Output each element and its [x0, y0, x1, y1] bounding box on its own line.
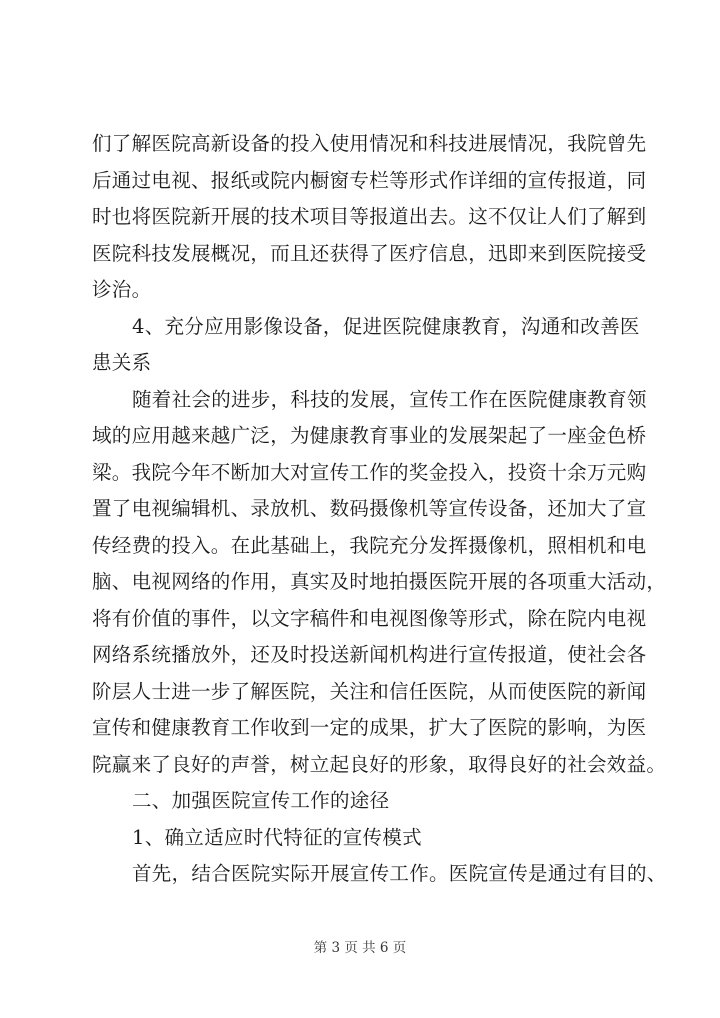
text-line: 随着社会的进步，科技的发展，宣传工作在医院健康教育领 — [132, 387, 647, 411]
subsection-heading: 1、确立适应时代特征的宣传模式 — [132, 825, 422, 849]
section-heading: 二、加强医院宣传工作的途径 — [132, 789, 390, 812]
text-line: 域的应用越来越广泛，为健康教育事业的发展架起了一座金色桥 — [92, 424, 647, 447]
text-line: 梁。我院今年不断加大对宣传工作的奖金投入，投资十余万元购 — [92, 460, 647, 484]
body-text — [92, 126, 667, 893]
text-line: 传经费的投入。在此基础上，我院充分发挥摄像机，照相机和电 — [92, 533, 647, 557]
section-heading-line: 患关系 — [92, 351, 152, 374]
text-line: 医院科技发展概况，而且还获得了医疗信息，迅即来到医院接受 — [92, 241, 647, 265]
text-line: 将有价值的事件，以文字稿件和电视图像等形式，除在院内电视 — [92, 606, 647, 630]
text-line: 诊治。 — [92, 278, 152, 301]
text-line: 们了解医院高新设备的投入使用情况和科技进展情况，我院曾先 — [92, 132, 647, 155]
text-line: 阶层人士进一步了解医院，关注和信任医院，从而使医院的新闻 — [92, 679, 647, 703]
text-line: 院赢来了良好的声誉，树立起良好的形象，取得良好的社会效益。 — [92, 752, 667, 776]
section-heading-line: 4、充分应用影像设备，促进医院健康教育，沟通和改善医 — [132, 314, 640, 338]
text-line: 宣传和健康教育工作收到一定的成果，扩大了医院的影响，为医 — [92, 716, 647, 739]
text-line: 后通过电视、报纸或院内橱窗专栏等形式作详细的宣传报道，同 — [92, 168, 647, 192]
text-line: 脑、电视网络的作用，真实及时地拍摄医院开展的各项重大活动， — [92, 570, 667, 593]
text-line: 首先，结合医院实际开展宣传工作。医院宣传是通过有目的、 — [132, 862, 667, 885]
text-line: 置了电视编辑机、录放机、数码摄像机等宣传设备，还加大了宣 — [92, 497, 647, 520]
page-number: 第 3 页 共 6 页 — [313, 940, 407, 956]
text-line: 网络系统播放外，还及时投送新闻机构进行宣传报道，使社会各 — [92, 643, 647, 666]
text-line: 时也将医院新开展的技术项目等报道出去。这不仅让人们了解到 — [92, 205, 647, 228]
